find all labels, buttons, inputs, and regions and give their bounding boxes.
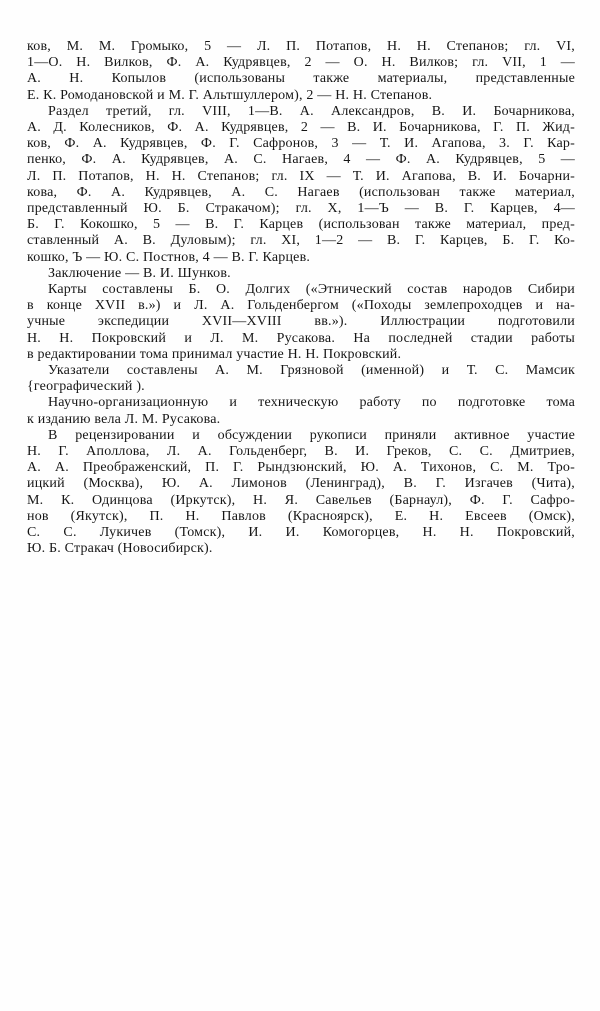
text-line: В рецензировании и обсуждении рукописи приняли активное участие <box>48 427 575 443</box>
text-line: А. А. Преображенский, П. Г. Рындзюнский, Ю. А. Тихонов, С. М. Тро- <box>27 460 575 476</box>
text-line: Раздел третий, гл. VIII, 1—В. А. Александров, В. И. Бочарникова, <box>48 103 575 119</box>
text-line: Указатели составлены А. М. Грязновой (именной) и Т. С. Мамсик <box>48 363 575 379</box>
text-line: пенко, Ф. А. Кудрявцев, А. С. Нагаев, 4 — Ф. А. Кудрявцев, 5 — <box>27 152 575 168</box>
text-line: Н. Н. Покровский и Л. М. Русакова. На последней стадии работы <box>27 330 575 346</box>
text-line: Карты составлены Б. О. Долгих («Этнический состав народов Сибири <box>48 282 575 298</box>
text-line: А. Н. Копылов (использованы также материалы, представленные <box>27 71 575 87</box>
text-line: С. С. Лукичев (Томск), И. И. Комогорцев, Н. Н. Покровский, <box>27 525 575 541</box>
text-line: Заключение — В. И. Шунков. <box>48 265 231 281</box>
text-line: Б. Г. Кокошко, 5 — В. Г. Карцев (использован также материал, пред- <box>27 217 575 233</box>
text-line: Е. К. Ромодановской и М. Г. Альтшуллером), 2 — Н. Н. Степанов. <box>27 87 433 103</box>
text-line: Ю. Б. Стракач (Новосибирск). <box>27 541 213 557</box>
text-line: ицкий (Москва), Ю. А. Лимонов (Ленинград), В. Г. Изгачев (Чита), <box>27 476 575 492</box>
text-line: {географический ). <box>27 379 145 395</box>
text-line: представленный Ю. Б. Стракачом); гл. X, 1—Ъ — В. Г. Карцев, 4— <box>27 201 575 217</box>
text-line: кова, Ф. А. Кудрявцев, А. С. Нагаев (использован также материал, <box>27 184 575 200</box>
text-line: в редактировании тома принимал участие Н. Н. Покровский. <box>27 346 402 362</box>
text-line: М. К. Одинцова (Иркутск), Н. Я. Савельев (Барнаул), Ф. Г. Сафро- <box>27 492 575 508</box>
text-line: нов (Якутск), П. Н. Павлов (Красноярск), Е. Н. Евсеев (Омск), <box>27 508 575 524</box>
text-line: Л. П. Потапов, Н. Н. Степанов; гл. IX — Т. И. Агапова, В. И. Бочарни- <box>27 168 575 184</box>
text-line: ков, Ф. А. Кудрявцев, Ф. Г. Сафронов, 3 — Т. И. Агапова, 3. Г. Кар- <box>27 136 575 152</box>
text-line: в конце XVII в.») и Л. А. Гольденбергом («Походы землепроходцев и на- <box>27 298 575 314</box>
text-line: учные экспедиции XVII—XVIII вв.»). Иллюстрации подготовили <box>27 314 575 330</box>
text-line: ставленный А. В. Дуловым); гл. XI, 1—2 — В. Г. Карцев, Б. Г. Ко- <box>27 233 575 249</box>
text-line: кошко, Ъ — Ю. С. Постнов, 4 — В. Г. Карцев. <box>27 249 311 265</box>
text-line: А. Д. Колесников, Ф. А. Кудрявцев, 2 — В. И. Бочарникова, Г. П. Жид- <box>27 120 575 136</box>
text-line: к изданию вела Л. М. Русакова. <box>27 411 221 427</box>
text-line: 1—О. Н. Вилков, Ф. А. Кудрявцев, 2 — О. Н. Вилков; гл. VII, 1 — <box>27 55 575 71</box>
text-line: Н. Г. Аполлова, Л. А. Гольденберг, В. И. Греков, С. С. Дмитриев, <box>27 444 575 460</box>
text-line: Научно-организационную и техническую работу по подготовке тома <box>48 395 575 411</box>
text-line: ков, М. М. Громыко, 5 — Л. П. Потапов, Н. Н. Степанов; гл. VI, <box>27 39 575 54</box>
